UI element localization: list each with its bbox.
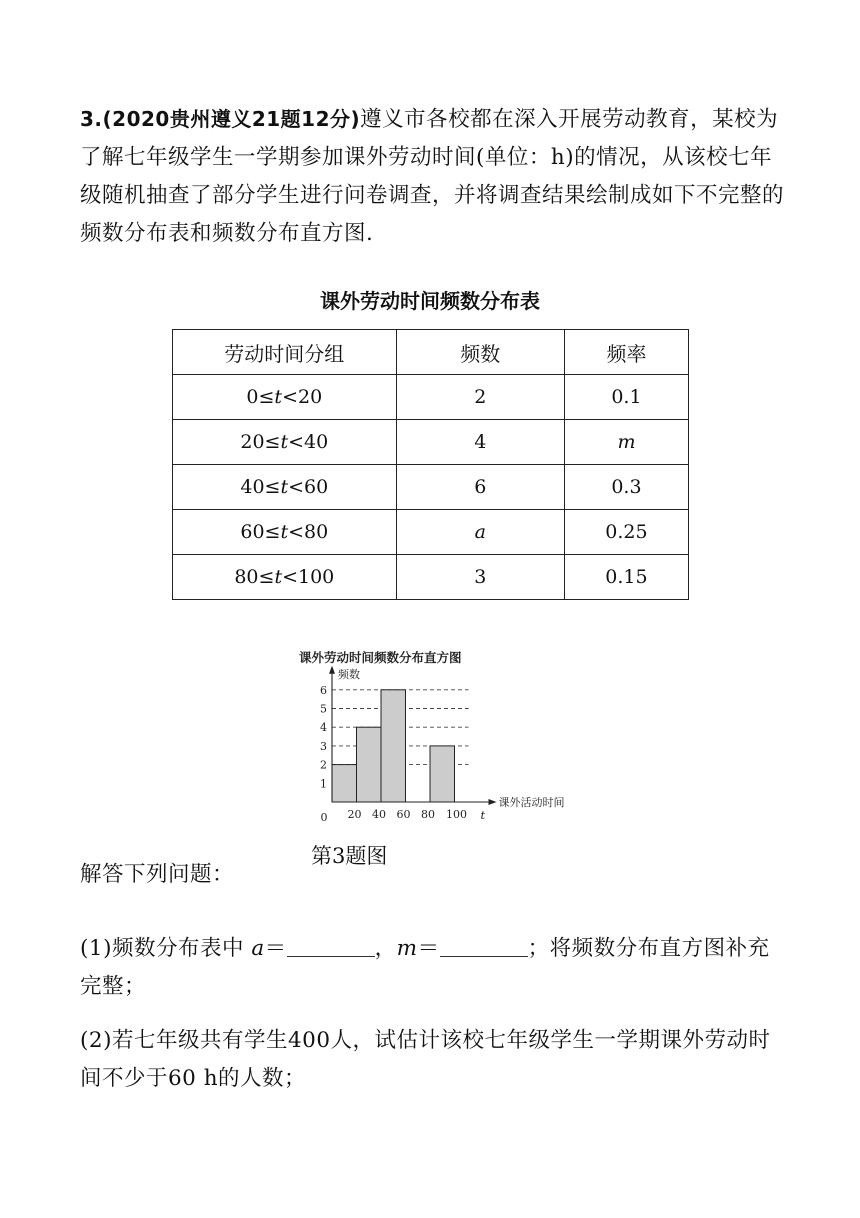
table-row — [173, 420, 689, 465]
y-axis-arrow — [329, 666, 335, 674]
question-2: (2)若七年级共有学生400人，试估计该校七年级学生一学期课外劳动时间不少于60 h的人数； — [80, 1028, 771, 1091]
problem-statement — [80, 100, 785, 253]
table-row — [173, 375, 689, 420]
y-tick-label: 5 — [320, 702, 327, 716]
x-tick-label: 40 — [372, 808, 386, 821]
y-tick-label: 6 — [320, 683, 327, 697]
group-cell: 80≤t<100 — [173, 555, 397, 600]
x-tick-label: 20 — [347, 808, 362, 821]
origin-label: 0 — [320, 811, 328, 824]
header-rate: 频率 — [564, 330, 688, 375]
table-row — [173, 510, 689, 555]
y-tick-label: 4 — [320, 721, 327, 735]
x-tick-label: 80 — [421, 808, 435, 821]
frequency-cell: 3 — [396, 555, 564, 600]
y-tick-label: 2 — [320, 758, 327, 772]
x-tick-label: 60 — [396, 808, 411, 821]
questions-intro: 解答下列问题： — [80, 862, 235, 887]
header-group: 劳动时间分组 — [173, 330, 397, 375]
group-cell: 60≤t<80 — [173, 510, 397, 555]
figure-caption: 第3题图 — [311, 844, 388, 868]
x-axis-label: 课外活动时间 — [498, 796, 565, 809]
problem-text: 遵义市各校都在深入开展劳动教育，某校为了解七年级学生一学期参加课外劳动时间(单位：h)的情况，从该校七年级随机抽查了部分学生进行问卷调查，并将调查结果绘制成如下不完整的频数分布表和频数分布直方图. — [80, 107, 785, 246]
question-1: (1)频数分布表中 a＝ ，m＝ ；将频数分布直方图补充完整； — [80, 930, 785, 1006]
group-cell: 0≤t<20 — [173, 375, 397, 420]
rate-cell: 0.3 — [564, 465, 688, 510]
frequency-cell: 4 — [396, 420, 564, 465]
x-axis-arrow — [489, 799, 497, 805]
answer-blank-m[interactable] — [440, 932, 528, 957]
group-cell: 40≤t<60 — [173, 465, 397, 510]
header-frequency: 频数 — [396, 330, 564, 375]
y-tick-label: 3 — [320, 739, 327, 753]
rate-cell: 0.15 — [564, 555, 688, 600]
problem-number: 3. — [80, 107, 103, 131]
histogram-bar — [332, 765, 357, 802]
table-header-row — [173, 330, 689, 375]
y-tick-label: 1 — [320, 777, 327, 791]
histogram-bar — [381, 690, 406, 802]
chart-title: 课外劳动时间频数分布直方图 — [299, 650, 462, 665]
x-tick-label: 100 — [446, 808, 467, 821]
frequency-cell: a — [396, 510, 564, 555]
frequency-cell: 2 — [396, 375, 564, 420]
table-row — [173, 555, 689, 600]
table-row — [173, 465, 689, 510]
table-title: 课外劳动时间频数分布表 — [320, 289, 540, 313]
group-cell: 20≤t<40 — [173, 420, 397, 465]
frequency-table — [172, 329, 689, 600]
var-a: a — [251, 936, 265, 961]
rate-cell: 0.25 — [564, 510, 688, 555]
histogram-bar — [430, 746, 455, 802]
rate-cell: 0.1 — [564, 375, 688, 420]
y-axis-label: 频数 — [338, 667, 360, 681]
frequency-cell: 6 — [396, 465, 564, 510]
problem-source: (2020贵州遵义21题12分) — [102, 107, 361, 131]
histogram-bar — [357, 727, 382, 802]
x-axis-variable: t — [480, 808, 486, 822]
rate-cell: m — [564, 420, 688, 465]
histogram-chart — [290, 645, 580, 827]
answer-blank-a[interactable] — [287, 932, 375, 957]
var-m: m — [396, 936, 418, 961]
